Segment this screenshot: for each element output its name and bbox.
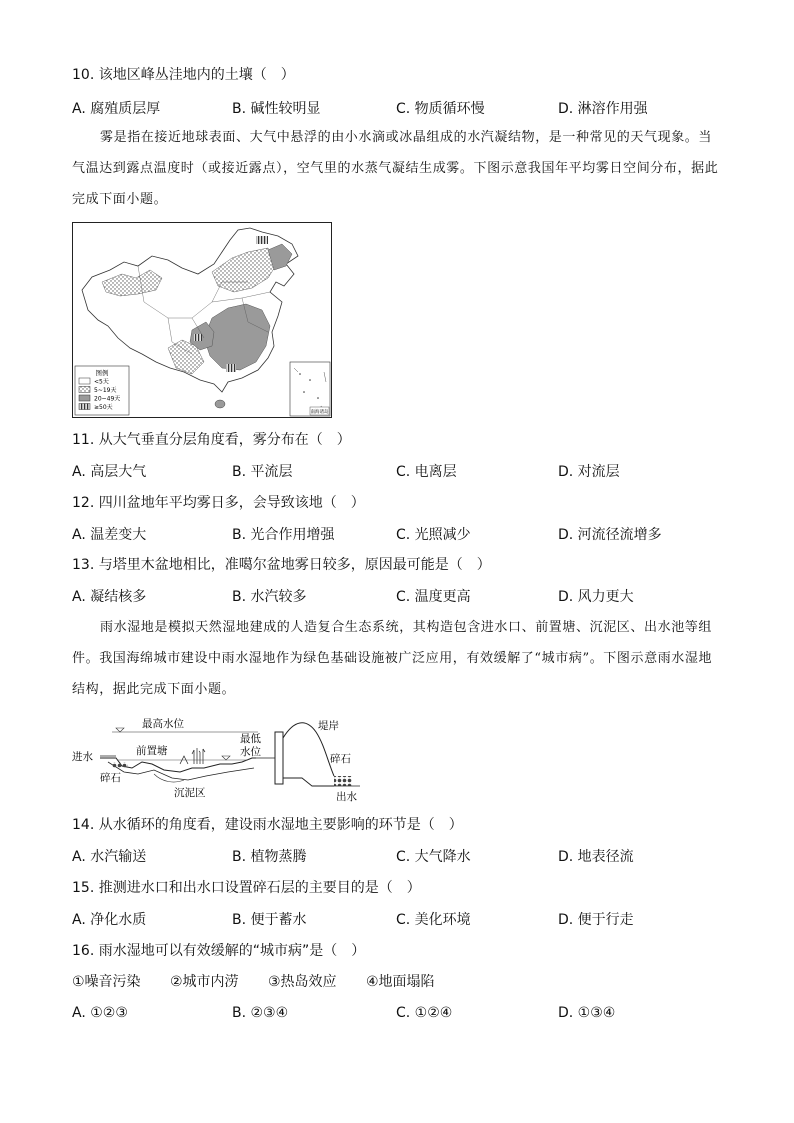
q10-stem: 10. 该地区峰丛洼地内的土壤（ ）: [72, 67, 295, 83]
q14-stem: 14. 从水循环的角度看，建设雨水湿地主要影响的环节是（ ）: [72, 817, 463, 833]
fog-distribution-map: [72, 222, 332, 418]
q16-item-2: ②城市内涝: [170, 974, 239, 990]
label-embankment: 堤岸: [318, 720, 339, 732]
q11-option-d[interactable]: D. 对流层: [558, 464, 620, 480]
q15-options: [72, 911, 732, 929]
region-50-plus-2: [226, 364, 236, 372]
q16-stem: 16. 雨水湿地可以有效缓解的“城市病”是（ ）: [72, 943, 366, 959]
q16-option-a[interactable]: A. ①②③: [72, 1005, 128, 1021]
q15-option-a[interactable]: A. 净化水质: [72, 912, 147, 928]
outlet-channel: [283, 778, 334, 786]
q12-option-b[interactable]: B. 光合作用增强: [232, 527, 335, 543]
inset-label: 南海诸岛: [310, 410, 329, 415]
label-min-level-2: 水位: [240, 746, 261, 758]
q14-option-a[interactable]: A. 水汽输送: [72, 849, 147, 865]
q11-option-a[interactable]: A. 高层大气: [72, 464, 147, 480]
q15-option-b[interactable]: B. 便于蓄水: [232, 912, 307, 928]
q12-options: [72, 526, 732, 544]
legend-swatch-5-19: [79, 387, 90, 393]
q13-option-d[interactable]: D. 风力更大: [558, 589, 634, 605]
wetland-passage: 雨水湿地是模拟天然湿地建成的人造复合生态系统，其构造包含进水口、前置塘、沉泥区、出水池等组件。我国海绵城市建设中雨水湿地作为绿色基础设施被广泛应用，有效缓解了“城市病”。下图示意雨水湿地结构，据此完成下面小题。: [72, 620, 713, 697]
q12-option-d[interactable]: D. 河流径流增多: [558, 527, 662, 543]
label-forebay: 前置塘: [136, 745, 168, 757]
legend-title: 图例: [95, 369, 109, 377]
label-sediment: 沉泥区: [174, 787, 206, 799]
q10-option-a[interactable]: A. 腐殖质层厚: [72, 101, 161, 117]
legend-label-5-19: 5~19天: [94, 387, 117, 394]
q15-stem: 15. 推测进水口和出水口设置碎石层的主要目的是（ ）: [72, 880, 421, 896]
q11-stem: 11. 从大气垂直分层角度看，雾分布在（ ）: [72, 432, 351, 448]
min-level-marker-icon: [222, 756, 230, 760]
q16-option-c[interactable]: C. ①②④: [396, 1005, 453, 1021]
label-outlet: 出水: [336, 791, 357, 802]
q14-option-b[interactable]: B. 植物蒸腾: [232, 849, 307, 865]
region-50-plus-3: [194, 334, 202, 341]
outlet-weir: [275, 732, 283, 784]
q15-option-c[interactable]: C. 美化环境: [396, 912, 471, 928]
region-50-plus-1: [256, 236, 268, 244]
legend-label-20-49: 20~49天: [94, 395, 121, 403]
label-gravel-left: 碎石: [100, 772, 121, 784]
rain-wetland-diagram: [72, 718, 372, 802]
sediment-leader: [154, 774, 184, 782]
q16-items: [72, 973, 732, 991]
q10-option-d[interactable]: D. 淋溶作用强: [558, 101, 648, 117]
q16-option-d[interactable]: D. ①③④: [558, 1005, 616, 1021]
q16-item-3: ③热岛效应: [268, 974, 337, 990]
q16-option-b[interactable]: B. ②③④: [232, 1005, 289, 1021]
legend-swatch-20-49: [79, 395, 90, 401]
q16-item-4: ④地面塌陷: [366, 974, 435, 990]
q13-option-b[interactable]: B. 水汽较多: [232, 589, 307, 605]
q13-option-a[interactable]: A. 凝结核多: [72, 589, 147, 605]
q15-option-d[interactable]: D. 便于行走: [558, 912, 634, 928]
q11-options: [72, 463, 732, 481]
legend-label-lt5: <5天: [94, 378, 109, 386]
q12-option-a[interactable]: A. 温差变大: [72, 527, 147, 543]
basin-bottom: [108, 762, 254, 780]
q11-option-c[interactable]: C. 电离层: [396, 464, 457, 480]
label-max-level: 最高水位: [142, 718, 184, 730]
q16-options: [72, 1004, 732, 1022]
q13-stem: 13. 与塔里木盆地相比，准噶尔盆地雾日较多，原因最可能是（ ）: [72, 557, 491, 573]
label-gravel-right: 碎石: [330, 753, 351, 765]
q14-option-d[interactable]: D. 地表径流: [558, 849, 634, 865]
q10-options: [72, 100, 732, 118]
max-level-marker-icon: [116, 728, 124, 732]
hainan-island: [215, 400, 225, 408]
map-legend: [75, 366, 129, 415]
q12-option-c[interactable]: C. 光照减少: [396, 527, 471, 543]
gravel-right: [334, 776, 352, 786]
q14-option-c[interactable]: C. 大气降水: [396, 849, 471, 865]
q16-item-1: ①噪音污染: [72, 974, 141, 990]
south-china-sea-inset: [290, 362, 330, 416]
q12-stem: 12. 四川盆地年平均雾日多，会导致该地（ ）: [72, 495, 365, 511]
q10-option-c[interactable]: C. 物质循环慢: [396, 101, 485, 117]
q13-option-c[interactable]: C. 温度更高: [396, 589, 471, 605]
legend-label-50-plus: ≥50天: [94, 404, 113, 411]
legend-swatch-50-plus: [79, 404, 90, 410]
label-inlet: 进水: [72, 751, 93, 763]
legend-swatch-lt5: [79, 378, 90, 384]
q14-options: [72, 848, 732, 866]
q11-option-b[interactable]: B. 平流层: [232, 464, 293, 480]
wetland-plants: [180, 748, 205, 764]
gravel-left: [112, 762, 128, 768]
label-min-level-1: 最低: [240, 733, 261, 745]
q10-option-b[interactable]: B. 碱性较明显: [232, 101, 321, 117]
q13-options: [72, 588, 732, 606]
fog-passage: 雾是指在接近地球表面、大气中悬浮的由小水滴或冰晶组成的水汽凝结物，是一种常见的天气现象。当气温达到露点温度时（或接近露点），空气里的水蒸气凝结生成雾。下图示意我国年平均雾日空间分布，据此完成下面小题。: [72, 130, 719, 207]
